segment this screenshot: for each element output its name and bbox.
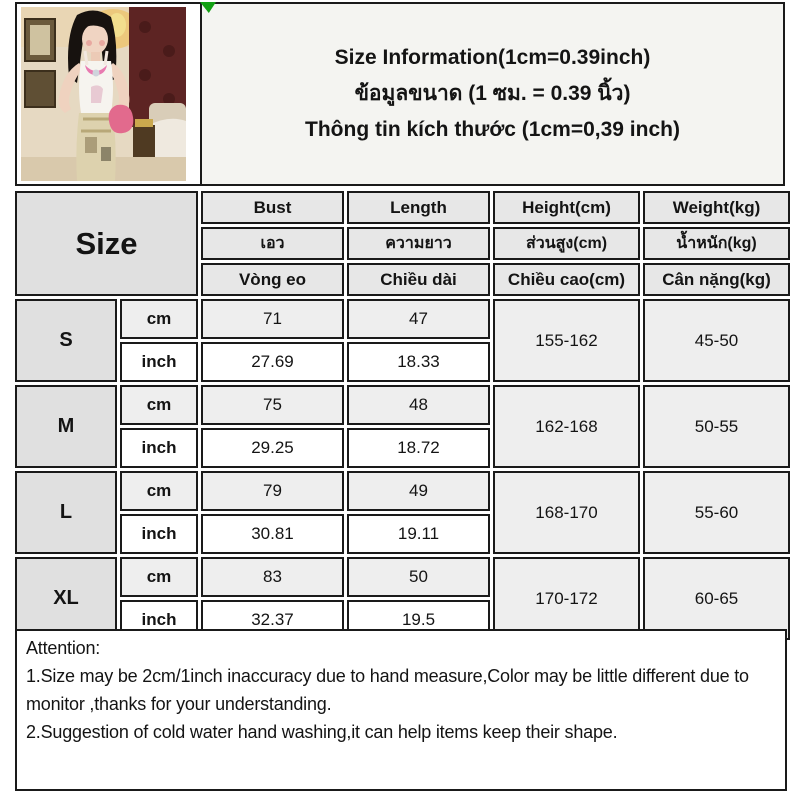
- title-thai: ข้อมูลขนาด (1 ซม. = 0.39 นิ้ว): [354, 82, 631, 105]
- xl-length-cm: 50: [347, 557, 490, 597]
- header-row-en: [15, 191, 790, 224]
- attention-note: [15, 629, 787, 791]
- unit-cm: cm: [120, 557, 198, 597]
- unit-cm: cm: [120, 299, 198, 339]
- unit-cm: cm: [120, 385, 198, 425]
- s-length-cm: 47: [347, 299, 490, 339]
- unit-inch: inch: [120, 342, 198, 382]
- unit-inch: inch: [120, 600, 198, 640]
- s-height: 155-162: [493, 299, 640, 382]
- s-weight: 45-50: [643, 299, 790, 382]
- xl-length-inch: 19.5: [347, 600, 490, 640]
- col-weight-en: Weight(kg): [643, 191, 790, 224]
- col-bust-en: Bust: [201, 191, 344, 224]
- unit-cm: cm: [120, 471, 198, 511]
- unit-inch: inch: [120, 428, 198, 468]
- col-bust-th: เอว: [201, 227, 344, 260]
- attention-line2: 2.Suggestion of cold water hand washing,it can help items keep their shape.: [26, 722, 618, 742]
- l-height: 168-170: [493, 471, 640, 554]
- xl-weight: 60-65: [643, 557, 790, 640]
- col-weight-th: น้ำหนัก(kg): [643, 227, 790, 260]
- row-xl-cm: [15, 557, 790, 597]
- l-bust-cm: 79: [201, 471, 344, 511]
- xl-bust-cm: 83: [201, 557, 344, 597]
- xl-height: 170-172: [493, 557, 640, 640]
- s-bust-cm: 71: [201, 299, 344, 339]
- m-length-cm: 48: [347, 385, 490, 425]
- col-length-vi: Chiều dài: [347, 263, 490, 296]
- col-height-th: ส่วนสูง(cm): [493, 227, 640, 260]
- col-length-en: Length: [347, 191, 490, 224]
- size-info-title-box: [200, 2, 785, 186]
- title-english: Size Information(1cm=0.39inch): [334, 46, 651, 69]
- product-photo-illustration: [21, 7, 186, 181]
- attention-line1: 1.Size may be 2cm/1inch inaccuracy due to hand measure,Color may be little different due to monitor ,thanks for your understanding.: [26, 666, 749, 714]
- size-m-label: M: [15, 385, 117, 468]
- product-photo: [15, 2, 202, 186]
- m-length-inch: 18.72: [347, 428, 490, 468]
- col-weight-vi: Cân nặng(kg): [643, 263, 790, 296]
- size-table: [12, 188, 793, 643]
- s-length-inch: 18.33: [347, 342, 490, 382]
- size-xl-label: XL: [15, 557, 117, 640]
- l-length-cm: 49: [347, 471, 490, 511]
- m-height: 162-168: [493, 385, 640, 468]
- m-weight: 50-55: [643, 385, 790, 468]
- attention-title: Attention:: [26, 638, 101, 658]
- size-l-label: L: [15, 471, 117, 554]
- m-bust-inch: 29.25: [201, 428, 344, 468]
- col-height-en: Height(cm): [493, 191, 640, 224]
- corner-flag-icon: [200, 2, 216, 13]
- size-header-cell: Size: [15, 191, 198, 296]
- l-bust-inch: 30.81: [201, 514, 344, 554]
- m-bust-cm: 75: [201, 385, 344, 425]
- s-bust-inch: 27.69: [201, 342, 344, 382]
- col-bust-vi: Vòng eo: [201, 263, 344, 296]
- col-height-vi: Chiều cao(cm): [493, 263, 640, 296]
- xl-bust-inch: 32.37: [201, 600, 344, 640]
- unit-inch: inch: [120, 514, 198, 554]
- col-length-th: ความยาว: [347, 227, 490, 260]
- row-l-cm: [15, 471, 790, 511]
- l-length-inch: 19.11: [347, 514, 490, 554]
- row-s-cm: [15, 299, 790, 339]
- l-weight: 55-60: [643, 471, 790, 554]
- header-section: [15, 2, 785, 186]
- row-m-cm: [15, 385, 790, 425]
- title-vietnamese: Thông tin kích thước (1cm=0,39 inch): [305, 118, 680, 141]
- size-s-label: S: [15, 299, 117, 382]
